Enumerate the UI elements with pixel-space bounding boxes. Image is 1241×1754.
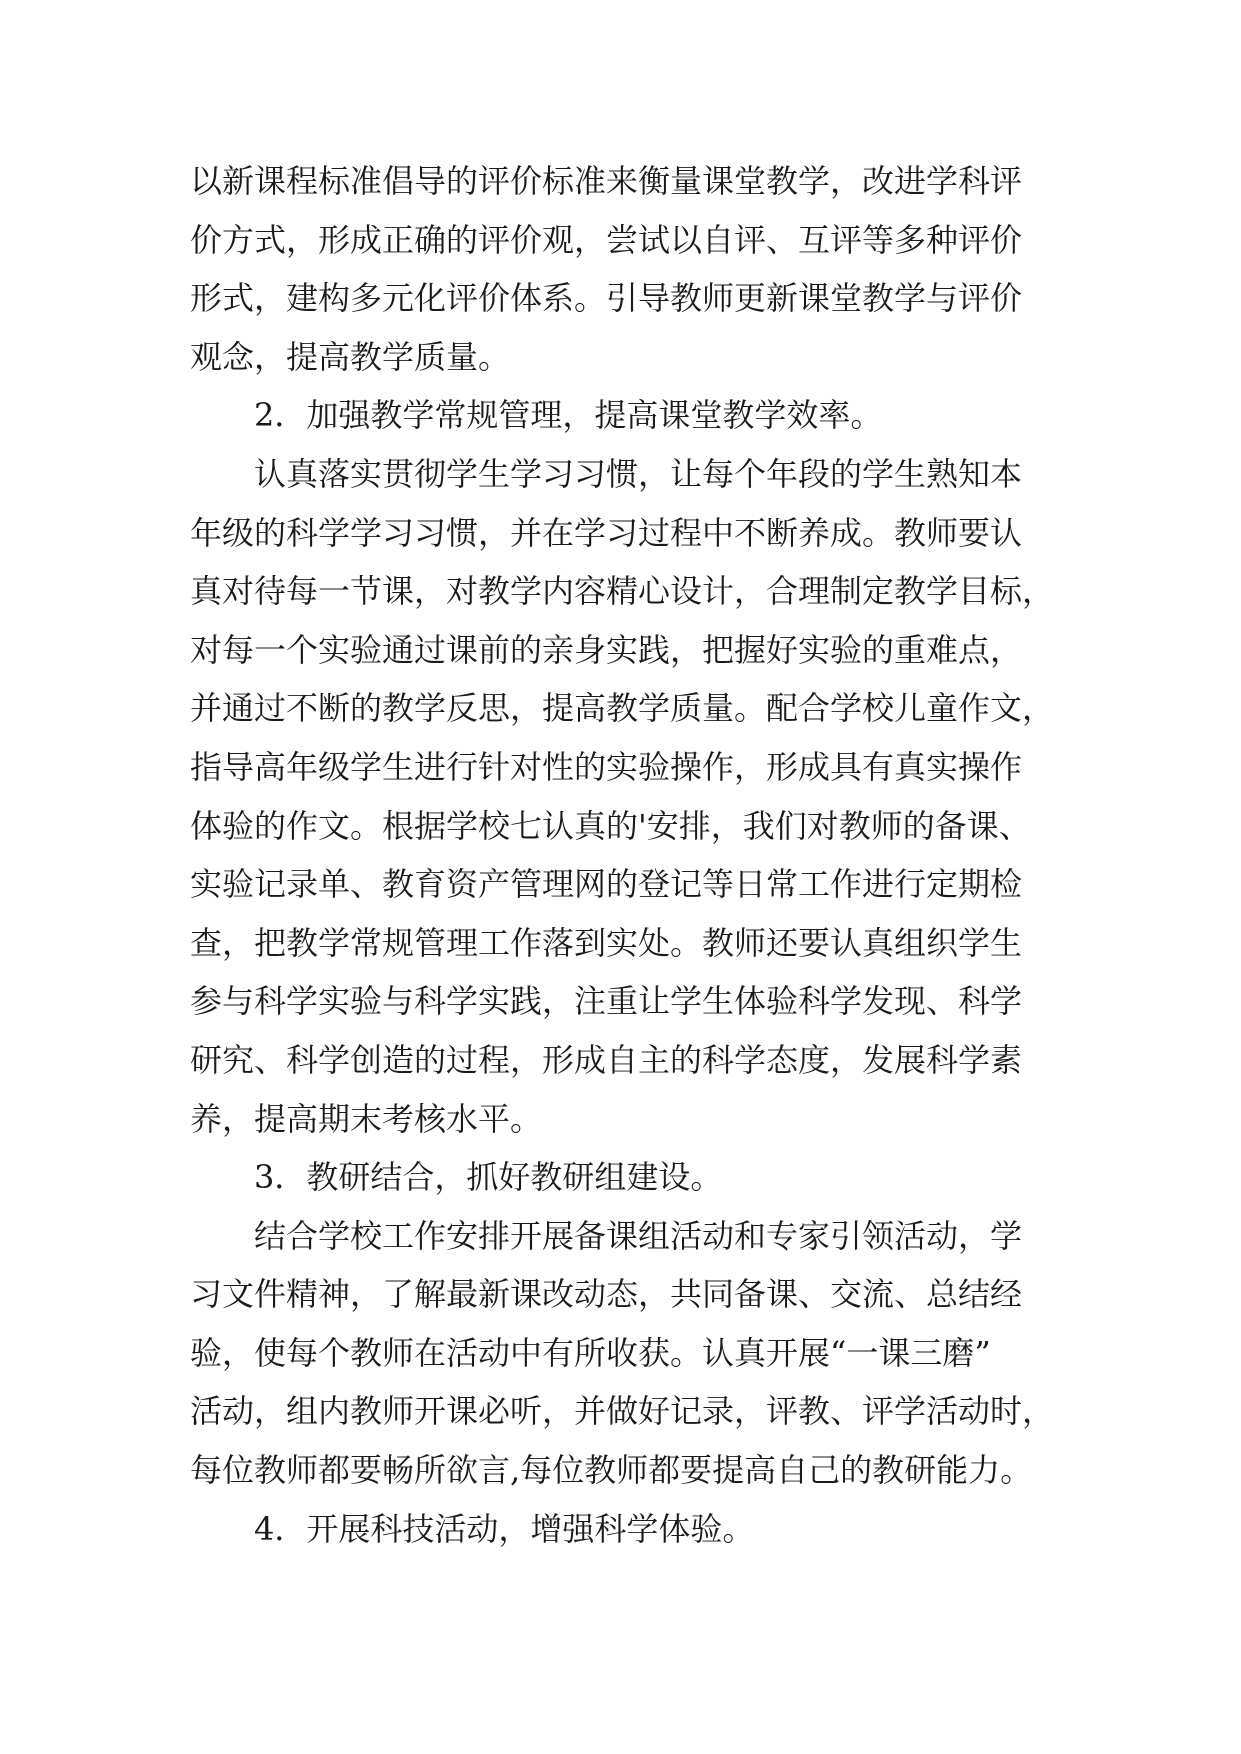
document-page [190, 152, 1054, 1558]
text-line: 认真落实贯彻学生学习习惯，让每个年段的学生熟知本 [254, 454, 1023, 493]
text-line: 以新课程标准倡导的评价标准来衡量课堂教学，改进学科评 [190, 162, 1023, 200]
text-line: 真对待每一节课，对教学内容精心设计，合理制定教学目标， [190, 572, 1054, 611]
section-heading-4: 4．开展科技活动，增强科学体验。 [254, 1509, 755, 1548]
text-line: 并通过不断的教学反思，提高教学质量。配合学校儿童作文， [190, 689, 1054, 728]
text-line: 体验的作文。根据学校七认真的'安排，我们对教师的备课、 [190, 806, 1031, 845]
text-line: 观念，提高教学质量。 [190, 337, 511, 376]
section-heading-3: 3．教研结合，抓好教研组建设。 [254, 1158, 723, 1197]
section-heading-2: 2．加强教学常规管理，提高课堂教学效率。 [254, 396, 883, 435]
text-line: 查，把教学常规管理工作落到实处。教师还要认真组织学生 [190, 923, 1023, 962]
text-line: 验，使每个教师在活动中有所收获。认真开展“一课三磨” [190, 1333, 991, 1372]
text-line: 实验记录单、教育资产管理网的登记等日常工作进行定期检 [190, 865, 1023, 904]
text-line: 每位教师都要畅所欲言,每位教师都要提高自己的教研能力。 [190, 1451, 1033, 1490]
text-line: 参与科学实验与科学实践，注重让学生体验科学发现、科学 [190, 982, 1023, 1021]
text-line: 形式，建构多元化评价体系。引导教师更新课堂教学与评价 [190, 279, 1023, 318]
text-line: 研究、科学创造的过程，形成自主的科学态度，发展科学素 [190, 1040, 1023, 1079]
text-line: 结合学校工作安排开展备课组活动和专家引领活动，学 [254, 1216, 1023, 1255]
text-line: 指导高年级学生进行针对性的实验操作，形成具有真实操作 [190, 747, 1023, 786]
text-line: 对每一个实验通过课前的亲身实践，把握好实验的重难点， [190, 630, 1023, 669]
text-line: 价方式，形成正确的评价观，尝试以自评、互评等多种评价 [190, 220, 1023, 259]
text-line: 活动，组内教师开课必听，并做好记录，评教、评学活动时， [190, 1392, 1054, 1431]
text-line: 习文件精神，了解最新课改动态，共同备课、交流、总结经 [190, 1275, 1023, 1314]
text-line: 养，提高期末考核水平。 [190, 1099, 543, 1138]
text-line: 年级的科学学习习惯，并在学习过程中不断养成。教师要认 [190, 513, 1023, 552]
